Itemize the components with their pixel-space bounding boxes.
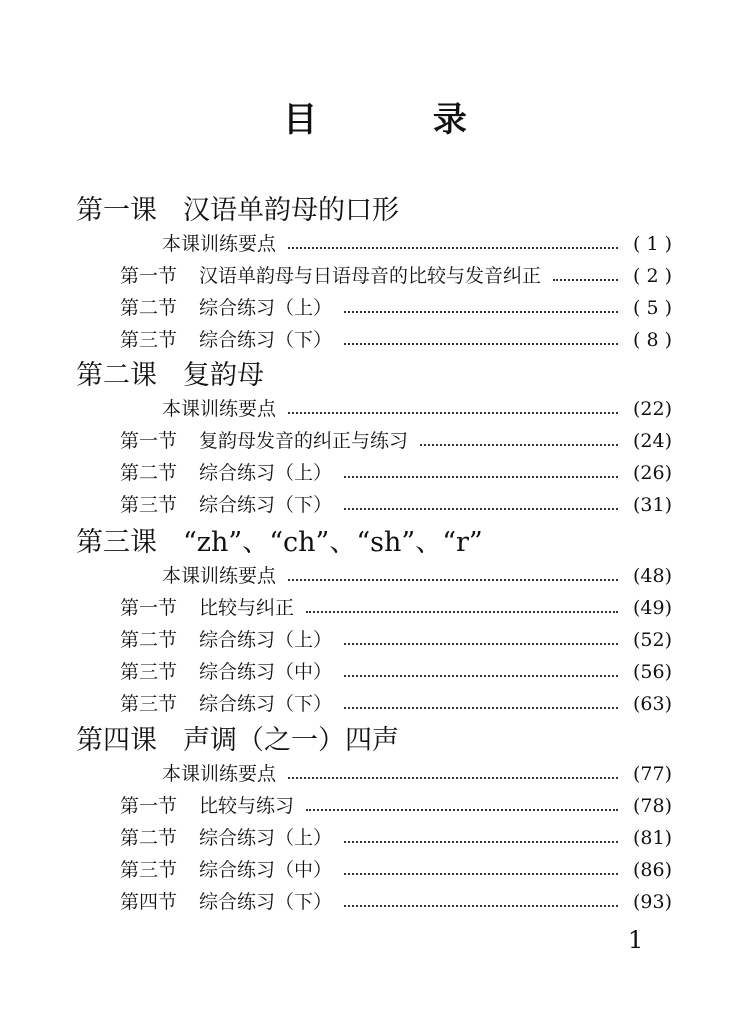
toc-entry[interactable] bbox=[162, 230, 672, 258]
lesson-name: 复韵母 bbox=[183, 360, 264, 391]
lesson-number: 第二课 bbox=[76, 360, 157, 391]
lesson-name: 汉语单韵母的口形 bbox=[183, 195, 399, 226]
toc-entry[interactable] bbox=[162, 760, 672, 788]
entry-page-number: (86) bbox=[632, 859, 672, 881]
lesson-number: 第三课 bbox=[76, 527, 157, 558]
entry-page-number: (56) bbox=[632, 661, 672, 683]
entry-label: 复韵母发音的纠正与练习 bbox=[199, 430, 409, 452]
entry-page-number: ( 2 ) bbox=[633, 265, 672, 287]
dot-leader bbox=[288, 412, 618, 414]
section-number: 第二节 bbox=[120, 462, 178, 484]
entry-label: 本课训练要点 bbox=[162, 233, 277, 255]
dot-leader bbox=[344, 508, 618, 510]
entry-label: 本课训练要点 bbox=[162, 565, 277, 587]
section-number: 第三节 bbox=[120, 859, 178, 881]
toc-entry[interactable] bbox=[120, 690, 672, 718]
section-number: 第四节 bbox=[120, 891, 178, 913]
entry-page-number: (78) bbox=[632, 795, 672, 817]
lesson-heading bbox=[76, 358, 264, 394]
lesson-heading bbox=[76, 193, 399, 229]
dot-leader bbox=[344, 841, 618, 843]
entry-label: 综合练习（中） bbox=[199, 859, 333, 881]
entry-page-number: (26) bbox=[632, 462, 672, 484]
toc-entry[interactable] bbox=[120, 262, 672, 290]
section-number: 第一节 bbox=[120, 795, 178, 817]
toc-entry[interactable] bbox=[120, 888, 672, 916]
toc-entry[interactable] bbox=[120, 427, 672, 455]
entry-page-number: ( 8 ) bbox=[633, 329, 672, 351]
section-number: 第二节 bbox=[120, 297, 178, 319]
dot-leader bbox=[344, 707, 618, 709]
dot-leader bbox=[344, 905, 618, 907]
entry-page-number: (49) bbox=[632, 597, 672, 619]
dot-leader bbox=[344, 311, 618, 313]
lesson-number: 第四课 bbox=[76, 725, 157, 756]
toc-entry[interactable] bbox=[162, 395, 672, 423]
entry-page-number: (22) bbox=[632, 398, 672, 420]
lesson-heading bbox=[76, 723, 399, 759]
section-number: 第一节 bbox=[120, 597, 178, 619]
lesson-heading bbox=[76, 525, 483, 561]
toc-entry[interactable] bbox=[162, 562, 672, 590]
entry-label: 比较与练习 bbox=[199, 795, 295, 817]
lesson-name: “zh”、“ch”、“sh”、“r” bbox=[183, 527, 483, 558]
dot-leader bbox=[344, 643, 618, 645]
section-number: 第一节 bbox=[120, 265, 178, 287]
dot-leader bbox=[553, 279, 618, 281]
dot-leader bbox=[344, 476, 618, 478]
entry-label: 本课训练要点 bbox=[162, 398, 277, 420]
entry-label: 综合练习（上） bbox=[199, 827, 333, 849]
entry-label: 综合练习（下） bbox=[199, 329, 333, 351]
toc-entry[interactable] bbox=[120, 792, 672, 820]
section-number: 第二节 bbox=[120, 629, 178, 651]
entry-label: 汉语单韵母与日语母音的比较与发音纠正 bbox=[199, 265, 542, 287]
dot-leader bbox=[288, 247, 618, 249]
entry-page-number: (77) bbox=[632, 763, 672, 785]
section-number: 第三节 bbox=[120, 693, 178, 715]
dot-leader bbox=[288, 777, 618, 779]
dot-leader bbox=[288, 579, 618, 581]
entry-page-number: ( 5 ) bbox=[633, 297, 672, 319]
lesson-name: 声调（之一）四声 bbox=[183, 725, 399, 756]
entry-page-number: (48) bbox=[632, 565, 672, 587]
toc-entry[interactable] bbox=[120, 326, 672, 354]
toc-entry[interactable] bbox=[120, 294, 672, 322]
dot-leader bbox=[306, 809, 618, 811]
entry-page-number: (93) bbox=[632, 891, 672, 913]
entry-label: 综合练习（下） bbox=[199, 693, 333, 715]
section-number: 第三节 bbox=[120, 329, 178, 351]
entry-label: 综合练习（中） bbox=[199, 661, 333, 683]
dot-leader bbox=[344, 675, 618, 677]
entry-page-number: (52) bbox=[632, 629, 672, 651]
lesson-number: 第一课 bbox=[76, 195, 157, 226]
entry-page-number: (81) bbox=[632, 827, 672, 849]
toc-entry[interactable] bbox=[120, 459, 672, 487]
entry-page-number: (31) bbox=[632, 494, 672, 516]
entry-label: 综合练习（上） bbox=[199, 629, 333, 651]
entry-label: 本课训练要点 bbox=[162, 763, 277, 785]
entry-page-number: (24) bbox=[632, 430, 672, 452]
toc-entry[interactable] bbox=[120, 491, 672, 519]
toc-entry[interactable] bbox=[120, 626, 672, 654]
entry-page-number: (63) bbox=[632, 693, 672, 715]
dot-leader bbox=[344, 343, 618, 345]
entry-page-number: ( 1 ) bbox=[633, 233, 672, 255]
dot-leader bbox=[306, 611, 618, 613]
section-number: 第三节 bbox=[120, 494, 178, 516]
toc-entry[interactable] bbox=[120, 658, 672, 686]
section-number: 第一节 bbox=[120, 430, 178, 452]
page-title: 目 录 bbox=[283, 100, 519, 140]
toc-entry[interactable] bbox=[120, 594, 672, 622]
section-number: 第二节 bbox=[120, 827, 178, 849]
entry-label: 综合练习（下） bbox=[199, 891, 333, 913]
entry-label: 综合练习（上） bbox=[199, 297, 333, 319]
section-number: 第三节 bbox=[120, 661, 178, 683]
entry-label: 综合练习（下） bbox=[199, 494, 333, 516]
entry-label: 综合练习（上） bbox=[199, 462, 333, 484]
page-number: 1 bbox=[628, 926, 644, 954]
dot-leader bbox=[344, 873, 618, 875]
toc-entry[interactable] bbox=[120, 856, 672, 884]
toc-entry[interactable] bbox=[120, 824, 672, 852]
dot-leader bbox=[420, 444, 618, 446]
entry-label: 比较与纠正 bbox=[199, 597, 295, 619]
